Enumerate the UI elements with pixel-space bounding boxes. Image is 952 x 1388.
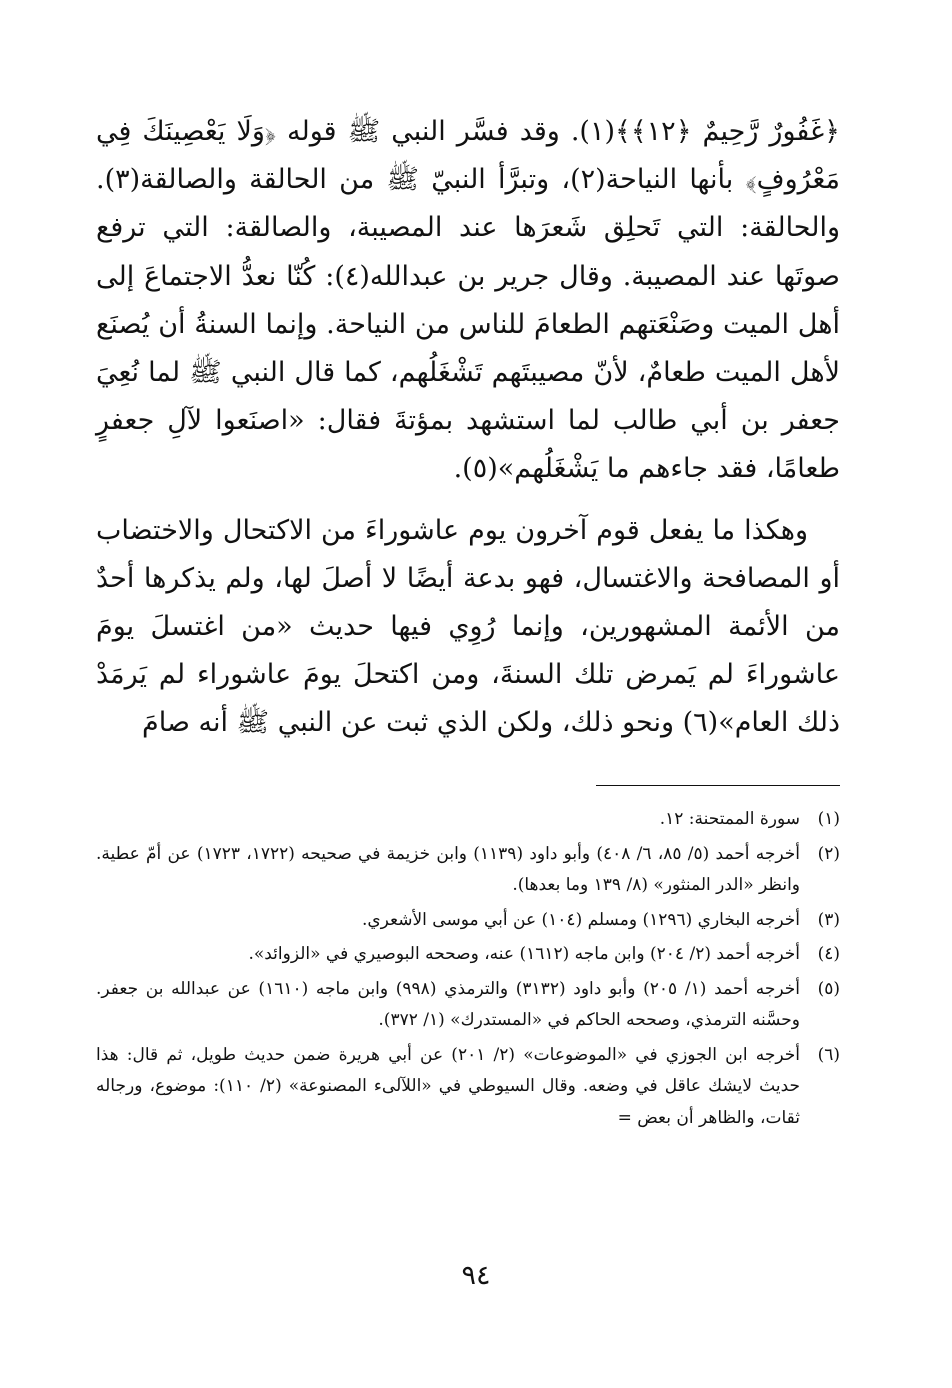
footnote-divider (596, 785, 840, 786)
body-paragraph: وهكذا ما يفعل قوم آخرون يوم عاشوراءَ من الاكتحال والاختضاب أو المصافحة والاغتسال، فهو بدعة أيضًا لا أصلَ لها، ولم يذكرها أحدٌ من الأئمة المشهورين، وإنما رُوِي فيها حديث «من اغتسلَ يومَ عاشوراءَ لم يَمرض تلك السنةَ، ومن اكتحلَ يومَ عاشوراء لم يَرمَدْ ذلك العام»(٦) ونحو ذلك، ولكن الذي ثبت عن النبي ﷺ أنه صامَ (96, 514, 840, 739)
footnotes (96, 804, 840, 1137)
footnote-number: (١) (817, 809, 840, 829)
footnote (96, 804, 840, 836)
body-paragraph: ﴿غَفُورٌ رَّحِيمٌ ﴿١٢﴾﴾(١). وقد فسَّر النبي ﷺ قوله ﴿وَلَا يَعْصِينَكَ فِي مَعْرُوفٍ﴾ بأنها النياحة(٢)، وتبرَّأ النبيّ ﷺ من الحالقة والصالقة(٣). والحالقة: التي تَحلِق شَعرَها عند المصيبة، والصالقة: التي ترفع صوتَها عند المصيبة. وقال جرير بن عبدالله(٤): كُنّا نعدُّ الاجتماعَ إلى أهل الميت وصَنْعَتهم الطعامَ للناس من النياحة. وإنما السنةُ أن يُصنَع لأهل الميت طعامٌ، لأنّ مصيبتَهم تَشْغَلُهم، كما قال النبي ﷺ لما نُعِيَ جعفر بن أبي طالب لما استشهد بمؤتةَ فقال: «اصنَعوا لآلِ جعفرٍ طعامًا، فقد جاءهم ما يَشْغَلُهم»(٥). (96, 116, 841, 485)
footnote-number: (٤) (817, 944, 840, 964)
footnote-text: أخرجه أحمد (١/ ٢٠٥) وأبو داود (٣١٣٢) والترمذي (٩٩٨) وابن ماجه (١٦١٠) عن عبدالله بن جعفر. وحسَّنه الترمذي، وصححه الحاكم في «المستدرك» (١/ ٣٧٢). (96, 978, 800, 1030)
footnote-text: أخرجه أحمد (٢/ ٢٠٤) وابن ماجه (١٦١٢) عنه، وصححه البوصيري في «الزوائد». (248, 944, 800, 964)
footnote (96, 974, 840, 1037)
footnote-text: أخرجه أحمد (٥/ ٨٥، ٦/ ٤٠٨) وأبو داود (١١٣٩) وابن خزيمة في صحيحه (١٧٢٢، ١٧٢٣) عن أمّ عطية. وانظر «الدر المنثور» (٨/ ١٣٩ وما بعدها). (96, 843, 801, 895)
footnote-number: (٦) (817, 1044, 840, 1065)
footnote-text: سورة الممتحنة: ١٢. (659, 809, 800, 829)
footnote (96, 939, 840, 971)
footnote-number: (٣) (817, 909, 840, 930)
page-number: ٩٤ (461, 1260, 491, 1291)
footnote (96, 1040, 840, 1135)
footnote (96, 839, 840, 902)
main-text (96, 108, 840, 748)
footnote (96, 905, 840, 937)
footnote-text: أخرجه البخاري (١٢٩٦) ومسلم (١٠٤) عن أبي موسى الأشعري. (361, 909, 800, 930)
footnote-number: (٢) (817, 843, 840, 864)
footnote-text: أخرجه ابن الجوزي في «الموضوعات» (٢/ ٢٠١) عن أبي هريرة ضمن حديث طويل، ثم قال: هذا حديث لايشك عاقل في وضعه. وقال السيوطي في «اللآلىء المصنوعة» (٢/ ١١٠): موضوع، ورجاله ثقات، والظاهر أن بعض = (96, 1044, 801, 1128)
footnote-number: (٥) (817, 978, 840, 999)
